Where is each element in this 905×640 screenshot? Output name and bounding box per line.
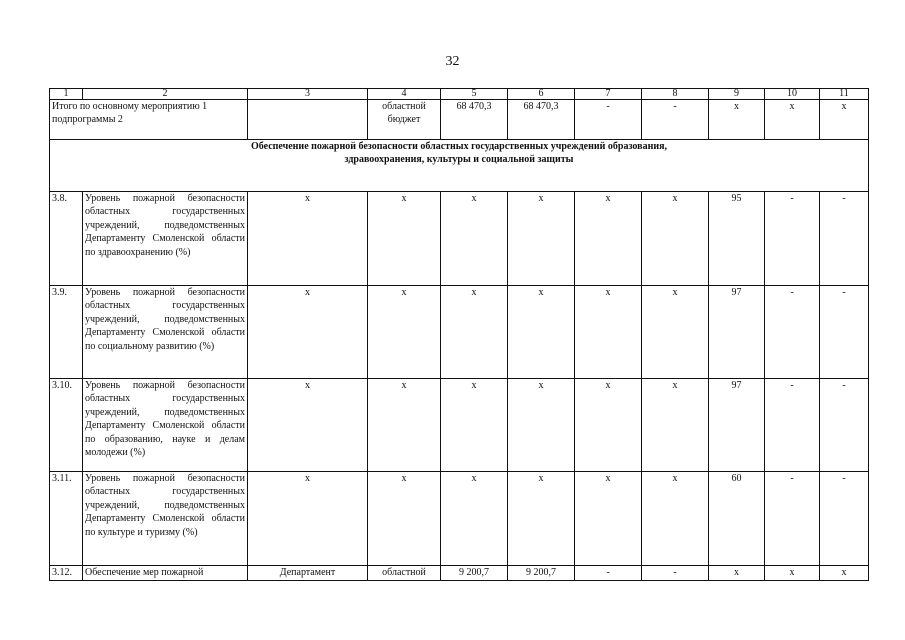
row-cell: x (642, 472, 709, 566)
header-cell: 7 (575, 89, 642, 100)
row-name: Уровень пожарной безопасности областных государственных учреждений, подведомственных Департаменту Смоленской области по здравоохранению (%) (83, 192, 248, 286)
row-cell: x (820, 566, 869, 581)
row-cell: x (642, 286, 709, 379)
row-number: 3.9. (50, 286, 83, 379)
row-cell: 9 200,7 (441, 566, 508, 581)
row-number: 3.8. (50, 192, 83, 286)
row-cell: x (765, 566, 820, 581)
row-name: Обеспечение мер пожарной (83, 566, 248, 581)
summary-year3: - (642, 100, 709, 140)
row-cell: 97 (709, 286, 765, 379)
row-cell: x (248, 286, 368, 379)
summary-source: областной бюджет (368, 100, 441, 140)
section-title (50, 140, 869, 192)
row-cell: областной (368, 566, 441, 581)
section-title-line2: здравоохранения, культуры и социальной защиты (344, 154, 574, 166)
section-title-line1: Обеспечение пожарной безопасности областных государственных учреждений образования, (251, 141, 667, 152)
row-cell: - (820, 286, 869, 379)
table-row (50, 286, 869, 379)
row-cell: x (508, 379, 575, 472)
table-row (50, 379, 869, 472)
row-cell: x (248, 192, 368, 286)
row-name: Уровень пожарной безопасности областных государственных учреждений, подведомственных Департаменту Смоленской области по культуре и туризму (%) (83, 472, 248, 566)
row-cell: - (765, 192, 820, 286)
row-cell: - (820, 379, 869, 472)
row-cell: x (368, 286, 441, 379)
row-name: Уровень пожарной безопасности областных государственных учреждений, подведомственных Департаменту Смоленской области по образованию, науке и делам молодежи (%) (83, 379, 248, 472)
row-number: 3.12. (50, 566, 83, 581)
row-cell: x (642, 192, 709, 286)
row-cell: x (441, 192, 508, 286)
row-cell: - (820, 472, 869, 566)
page-number: 32 (445, 54, 460, 69)
summary-total: 68 470,3 (441, 100, 508, 140)
row-cell: - (820, 192, 869, 286)
row-cell: - (765, 379, 820, 472)
table-row (50, 472, 869, 566)
summary-name: Итого по основному мероприятию 1 подпрограммы 2 (50, 100, 248, 140)
table-row (50, 566, 869, 581)
program-table (49, 88, 869, 581)
header-cell: 8 (642, 89, 709, 100)
summary-ind2: x (765, 100, 820, 140)
row-cell: - (642, 566, 709, 581)
row-cell: 9 200,7 (508, 566, 575, 581)
row-cell: x (441, 286, 508, 379)
header-cell: 11 (820, 89, 869, 100)
header-cell: 1 (50, 89, 83, 100)
row-cell: x (368, 472, 441, 566)
row-cell: - (765, 472, 820, 566)
row-cell: x (709, 566, 765, 581)
row-cell: x (508, 192, 575, 286)
section-title-row (50, 140, 869, 192)
summary-ind1: x (709, 100, 765, 140)
summary-ind3: x (820, 100, 869, 140)
row-cell: x (248, 472, 368, 566)
row-cell: 97 (709, 379, 765, 472)
row-cell: x (368, 379, 441, 472)
row-cell: x (642, 379, 709, 472)
row-cell: x (508, 472, 575, 566)
row-cell: x (441, 472, 508, 566)
row-name: Уровень пожарной безопасности областных государственных учреждений, подведомственных Департаменту Смоленской области по социальному развитию (%) (83, 286, 248, 379)
row-cell: 60 (709, 472, 765, 566)
row-cell: x (575, 192, 642, 286)
row-cell: 95 (709, 192, 765, 286)
summary-year1: 68 470,3 (508, 100, 575, 140)
row-cell: Департамент (248, 566, 368, 581)
header-cell: 5 (441, 89, 508, 100)
row-cell: x (368, 192, 441, 286)
row-cell: x (441, 379, 508, 472)
row-cell: x (575, 286, 642, 379)
row-number: 3.10. (50, 379, 83, 472)
row-number: 3.11. (50, 472, 83, 566)
header-row (50, 89, 869, 100)
row-cell: - (575, 566, 642, 581)
header-cell: 10 (765, 89, 820, 100)
row-cell: - (765, 286, 820, 379)
row-cell: x (508, 286, 575, 379)
summary-executor (248, 100, 368, 140)
row-cell: x (575, 472, 642, 566)
header-cell: 2 (83, 89, 248, 100)
table-row (50, 192, 869, 286)
header-cell: 3 (248, 89, 368, 100)
row-cell: x (575, 379, 642, 472)
header-cell: 6 (508, 89, 575, 100)
row-cell: x (248, 379, 368, 472)
summary-row (50, 100, 869, 140)
header-cell: 9 (709, 89, 765, 100)
header-cell: 4 (368, 89, 441, 100)
summary-year2: - (575, 100, 642, 140)
